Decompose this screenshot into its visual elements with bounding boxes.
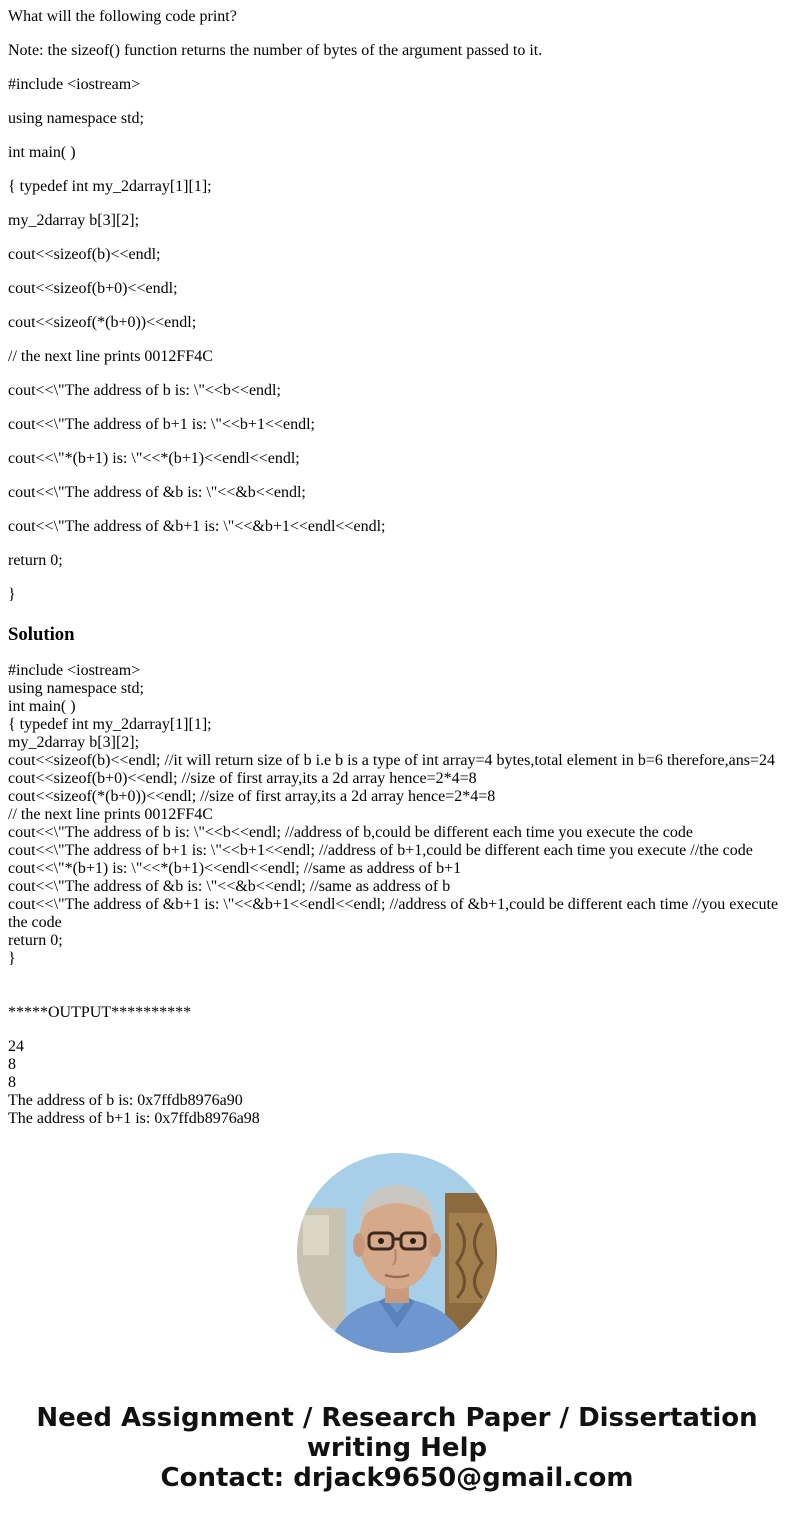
- solution-code: [8, 662, 786, 968]
- output-line: 24: [8, 1038, 24, 1055]
- output-line: The address of b is: 0x7ffdb8976a90: [8, 1092, 243, 1109]
- solution-line: cout<<\"*(b+1) is: \"<<*(b+1)<<endl<<endl; //same as address of b+1: [8, 860, 462, 877]
- output-line: The address of b+1 is: 0x7ffdb8976a98: [8, 1110, 260, 1127]
- code-line: }: [8, 586, 16, 603]
- code-line: return 0;: [8, 552, 63, 569]
- solution-line: cout<<\"The address of b+1 is: \"<<b+1<<endl; //address of b+1,could be different each time you execute //the code: [8, 842, 753, 859]
- output-title: *****OUTPUT**********: [8, 1004, 192, 1021]
- code-line: cout<<sizeof(*(b+0))<<endl;: [8, 314, 197, 331]
- banner-line: Need Assignment / Research Paper / Dissertation: [36, 1403, 758, 1433]
- solution-line: using namespace std;: [8, 680, 144, 697]
- output-block: [8, 1038, 786, 1128]
- solution-line: cout<<\"The address of &b+1 is: \"<<&b+1<<endl<<endl; //address of &b+1,could be different each time //you execute the code: [8, 896, 779, 931]
- code-line: cout<<\"The address of b+1 is: \"<<b+1<<endl;: [8, 416, 315, 433]
- solution-line: cout<<sizeof(*(b+0))<<endl; //size of first array,its a 2d array hence=2*4=8: [8, 788, 496, 805]
- solution-line: cout<<sizeof(b+0)<<endl; //size of first array,its a 2d array hence=2*4=8: [8, 770, 477, 787]
- code-line: cout<<\"The address of b is: \"<<b<<endl;: [8, 382, 281, 399]
- code-line: cout<<sizeof(b)<<endl;: [8, 246, 161, 263]
- code-line: cout<<\"*(b+1) is: \"<<*(b+1)<<endl<<endl;: [8, 450, 300, 467]
- solution-line: // the next line prints 0012FF4C: [8, 806, 213, 823]
- solution-heading: Solution: [8, 624, 75, 645]
- code-line: #include <iostream>: [8, 76, 141, 93]
- question-section: [8, 8, 786, 604]
- solution-line: my_2darray b[3][2];: [8, 734, 140, 751]
- code-line: using namespace std;: [8, 110, 144, 127]
- question-paragraph: Note: the sizeof() function returns the number of bytes of the argument passed to it.: [8, 42, 543, 59]
- output-line: 8: [8, 1074, 16, 1091]
- solution-line: cout<<sizeof(b)<<endl; //it will return size of b i.e b is a type of int array=4 bytes,total element in b=6 therefore,ans=24: [8, 752, 775, 769]
- solution-line: int main( ): [8, 698, 76, 715]
- solution-line: return 0;: [8, 932, 63, 949]
- code-line: int main( ): [8, 144, 76, 161]
- banner-line: writing Help: [306, 1433, 488, 1463]
- solution-line: }: [8, 950, 16, 967]
- spacer: [8, 968, 786, 1004]
- code-line: my_2darray b[3][2];: [8, 212, 140, 229]
- code-line: { typedef int my_2darray[1][1];: [8, 178, 212, 195]
- solution-line: #include <iostream>: [8, 662, 141, 679]
- code-line: cout<<\"The address of &b+1 is: \"<<&b+1<<endl<<endl;: [8, 518, 386, 535]
- contact-banner: [0, 1403, 794, 1493]
- solution-line: cout<<\"The address of b is: \"<<b<<endl; //address of b,could be different each time you execute the code: [8, 824, 693, 841]
- code-line: cout<<sizeof(b+0)<<endl;: [8, 280, 178, 297]
- solution-line: cout<<\"The address of &b is: \"<<&b<<endl; //same as address of b: [8, 878, 451, 895]
- code-line: // the next line prints 0012FF4C: [8, 348, 213, 365]
- question-paragraph: What will the following code print?: [8, 8, 237, 25]
- output-line: 8: [8, 1056, 16, 1073]
- solution-line: { typedef int my_2darray[1][1];: [8, 716, 212, 733]
- author-avatar: [297, 1153, 497, 1353]
- code-line: cout<<\"The address of &b is: \"<<&b<<endl;: [8, 484, 306, 501]
- contact-email-line: Contact: drjack9650@gmail.com: [160, 1463, 634, 1493]
- person-portrait-icon: [297, 1153, 497, 1353]
